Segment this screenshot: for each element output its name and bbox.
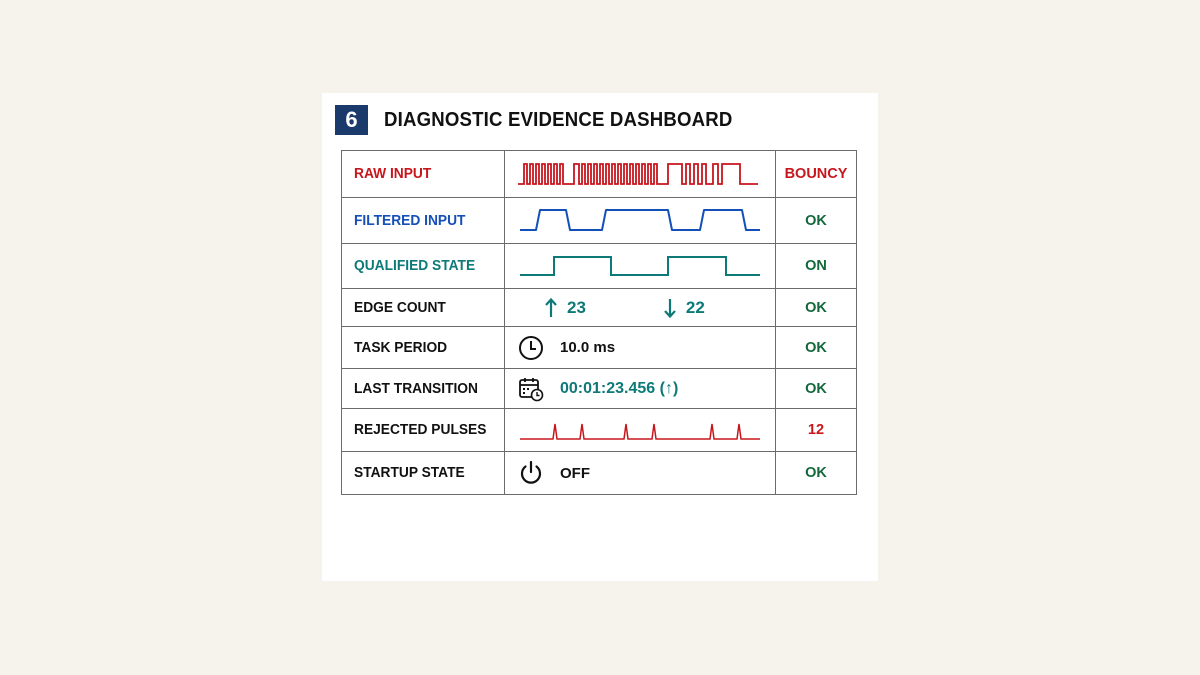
filtered-input-waveform-cell bbox=[505, 198, 776, 244]
rejected-pulses-label: REJECTED PULSES bbox=[342, 409, 505, 452]
edge-count-cell bbox=[505, 289, 776, 327]
startup-state-cell bbox=[505, 452, 776, 495]
row-qualified-state bbox=[342, 244, 857, 289]
row-startup-state bbox=[342, 452, 857, 495]
qualified-state-waveform bbox=[518, 251, 762, 281]
task-period-cell bbox=[505, 327, 776, 369]
startup-state-label: STARTUP STATE bbox=[342, 452, 505, 495]
qualified-state-label: QUALIFIED STATE bbox=[342, 244, 505, 289]
last-transition-status: OK bbox=[776, 369, 857, 409]
raw-input-label: RAW INPUT bbox=[342, 151, 505, 198]
startup-state-value: OFF bbox=[560, 464, 590, 482]
last-transition-cell bbox=[505, 369, 776, 409]
row-rejected-pulses bbox=[342, 409, 857, 452]
title-row bbox=[335, 105, 759, 135]
filtered-input-waveform bbox=[518, 206, 762, 236]
task-period-label: TASK PERIOD bbox=[342, 327, 505, 369]
last-transition-value: 00:01:23.456 (↑) bbox=[560, 379, 679, 397]
row-filtered-input bbox=[342, 198, 857, 244]
startup-state-status: OK bbox=[776, 452, 857, 495]
rising-edge-value: 23 bbox=[567, 297, 586, 317]
edge-count-status: OK bbox=[776, 289, 857, 327]
clock-icon bbox=[518, 335, 544, 361]
task-period-value: 10.0 ms bbox=[560, 339, 616, 356]
qualified-state-waveform-cell bbox=[505, 244, 776, 289]
last-transition-label: LAST TRANSITION bbox=[342, 369, 505, 409]
rejected-pulses-count: 12 bbox=[776, 409, 857, 452]
section-number-badge: 6 bbox=[335, 105, 368, 135]
raw-input-waveform-cell bbox=[505, 151, 776, 198]
falling-edge-value: 22 bbox=[685, 297, 705, 317]
edge-count-label: EDGE COUNT bbox=[342, 289, 505, 327]
rejected-pulses-waveform-cell bbox=[505, 409, 776, 452]
row-last-transition bbox=[342, 369, 857, 409]
qualified-state-status: ON bbox=[776, 244, 857, 289]
power-icon bbox=[518, 460, 544, 486]
filtered-input-status: OK bbox=[776, 198, 857, 244]
raw-input-status: BOUNCY bbox=[776, 151, 857, 198]
row-edge-count bbox=[342, 289, 857, 327]
raw-input-waveform bbox=[518, 159, 762, 189]
dashboard-title: DIAGNOSTIC EVIDENCE DASHBOARD bbox=[384, 108, 733, 131]
calendar-clock-icon bbox=[518, 376, 544, 402]
rejected-pulses-waveform bbox=[518, 415, 762, 445]
dashboard-panel bbox=[322, 93, 878, 581]
filtered-input-label: FILTERED INPUT bbox=[342, 198, 505, 244]
falling-edge-count bbox=[664, 298, 705, 318]
row-task-period bbox=[342, 327, 857, 369]
row-raw-input bbox=[342, 151, 857, 198]
task-period-status: OK bbox=[776, 327, 857, 369]
arrow-up-icon bbox=[545, 298, 557, 318]
diagnostic-table bbox=[341, 150, 857, 495]
rising-edge-count bbox=[545, 298, 586, 318]
arrow-down-icon bbox=[664, 298, 676, 318]
